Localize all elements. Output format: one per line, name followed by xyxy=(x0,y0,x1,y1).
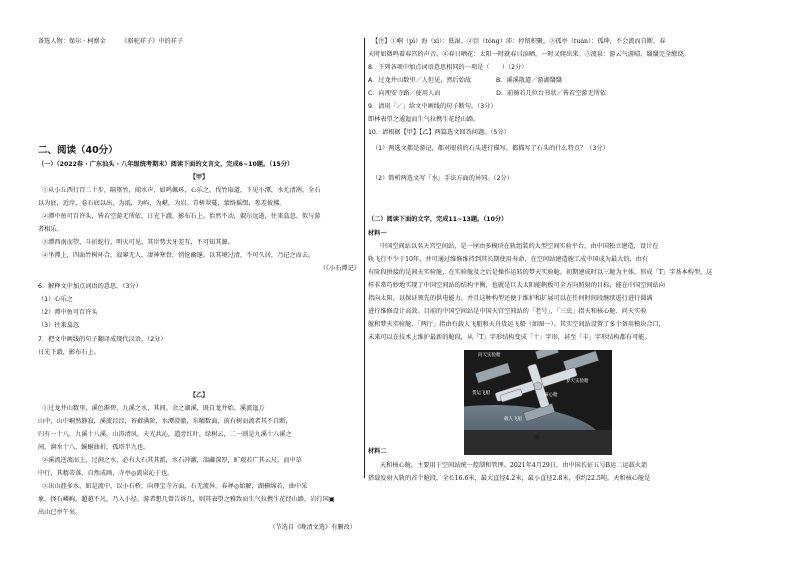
m1-line: 进行维修设计高效。目前的中国空间站是中国天宫空间站的「老号」，「三虫」指天和核心舱、问天实验 xyxy=(368,308,647,315)
m1-line: 有阶段拼接的是间天实验舱，在实验舱及之后是操作运转的梦天实验舱。初期建成时以三舱为主体，形成「T」字基本构型，这 xyxy=(368,269,713,276)
jia-line: ①从小丘西行百二十步，隔篁竹，闻水声，如鸣佩环，心乐之。伐竹取道，下见小潭，水尤清冽。全石 xyxy=(42,187,321,194)
label-tianhe: 核心舱 xyxy=(544,393,558,398)
m2-line: 天和核心舱，主要用于空间站统一控制和管理。2021年4月29日，由中国长征五号B运二运载火箭 xyxy=(380,462,648,469)
question-10: 10．请根据【甲】【乙】两篇选文回答问题。（5分） xyxy=(368,129,510,136)
material-2-label: 材料二 xyxy=(368,448,387,455)
yi-line: ①过龙井山数里，溪色渐碧，九溪之水，其间。余之湖溪，既自龙井始。溪流迤万 xyxy=(42,405,265,412)
passage-yi-label: 【乙】 xyxy=(189,392,209,399)
notes-line: 天时如微鸣着春宫的声音。④春日晒花：太阳一时就春日添晒，一时又爬出来。⑤流泉：游云气游晴、翳翳完全缭绕。 xyxy=(368,51,690,58)
yi-line: ③出山涯多水，如是流中，以小石桥，向理宝寺方面，石无流异。春禅◎始解，湖横绵若，曲中采 xyxy=(42,483,308,490)
column-divider xyxy=(364,38,365,478)
q8-options-ab: A．过龙井山数里／人但见，然后始故 B．溪溪散道／游湖翳翳 xyxy=(368,77,563,84)
m2-line: 搭载发射入轨的首个舱段。全长16.6米，最大直径4.2米，最小直径2.8米，重约22.5吨。天和核心舱是 xyxy=(368,475,651,482)
jia-source: （《小石潭记》 xyxy=(319,265,360,272)
jia-line: ②潭中鱼可百许头，皆若空游无所依，日光下澈，影布石上。佁然不动，俶尔远逝，往来翕忽。似与游 xyxy=(42,213,321,220)
subquestion-header: （一）（2022春 · 广东汕头 · 八年级统考期末）阅读下面的文言文，完成6~10题。（15分） xyxy=(38,161,294,168)
yi-line: 归有一十八，九溪十八溪，山涛清风，天光共沁，道旁红叶，绿树云，二一则是九溪十八溪之 xyxy=(38,431,292,438)
yi-line: 象。怪石嶙峋，超越不凡，乃入小径，游者想几曾告诉几，则其表望之雅致而生气拉携生花经山路，岩行国▣ xyxy=(38,496,335,503)
question-7: 7．把文中画线的句子翻译成现代汉语。（2分） xyxy=(38,336,167,343)
right-column xyxy=(368,0,720,562)
question-10-1: （1）两选文都是游记，都对眼前的石头进行描写，都描写了石头的什么特点？（3分） xyxy=(372,145,609,152)
question-8: 8．下列各项中加点词语意思相同的一项是（ ）（2分） xyxy=(368,64,528,71)
yi-line: 间，涧水十八，蜿蜒曲折，孤塔半九也。 xyxy=(38,444,150,451)
question-10-2: （2）简析两选文写「水」手法方面的异同。（2分） xyxy=(372,175,513,182)
label-mengtian: 梦天实验舱 xyxy=(566,379,589,384)
m1-line: 指向太阳，以保证领先的供电能力，并且这种构型还便于维护和扩展可以在任何时间段继续进行进行圆满 xyxy=(368,295,653,302)
q6-item-1: （1）心乐之 xyxy=(38,296,73,303)
jia-line: 者相乐。 xyxy=(38,226,63,233)
notes-line: 【注】①峒（pì）海（xì）：低湿。②淙（tóng）沛：停留积聚。③孤亭（tuán）：孤坤，不会流而自断，春 xyxy=(372,38,666,45)
m1-line: 样非常巧妙地实现了中国空间站的结构平衡，也就是巨大太阳能帆板可全方向照射的目标，能在中国空间站向 xyxy=(368,282,665,289)
question-6: 6．解释文中加点词语的意思。（3分） xyxy=(38,283,142,290)
q6-item-2: （2）潭中鱼可百许头 xyxy=(38,309,98,316)
label-shenzhou: 载人飞船 xyxy=(504,417,522,422)
q8-options-cd: C．向理安寺路／使用人而 D．前骑若几位台书状／皆若空游无所依 xyxy=(368,90,607,97)
question-9-sentence: 即林表望之逶迤而生气拉携生花经山路。 xyxy=(368,116,480,123)
left-column xyxy=(38,0,360,562)
m1-line: 中国空间站以名天宫空间站，是一座由多模块在轨组装的大型空间实验平台，由中国独立建造，设计在 xyxy=(380,243,659,250)
label-wentian: 问天实验舱 xyxy=(478,353,501,358)
m1-line: 舱和梦天实验舱，「两厅」指由有载人飞船和天舟货运飞船（如图一）。其实空间站设置了多个备用模块合口， xyxy=(368,321,665,328)
material-1-label: 材料一 xyxy=(368,230,387,237)
yi-line: 出山已亭午矣。 xyxy=(38,509,82,516)
question-9: 9．请用「／」给文中画线的句子断句。（3分） xyxy=(368,103,497,110)
candidate-characters-line: 备选人物：保尔 · 柯察金 《骆驼祥子》中的祥子 xyxy=(38,38,184,45)
part2-header: （二）阅读下面的文字，完成11~13题。（10分） xyxy=(368,216,508,223)
jia-line: 以为底，近岸，卷石底以出，为坻，为屿，为嵁，为岩。青树翠蔓，蒙络摇缀，参差披拂。 xyxy=(38,200,286,207)
q6-item-3: （3）往来翕忽 xyxy=(38,322,80,329)
m1-line: 轨飞行不少于10年，并可通过维修维持到其长期使用寿命，在空间站建造施工成中国成为最大的，由有 xyxy=(368,256,649,263)
jia-line: ③潭西南而望，斗折蛇行，明灭可见。其岸势犬牙差互，不可知其源。 xyxy=(42,239,234,246)
yi-line: ②溪流逆流而上，过涧之水，必有大石其其派，水石冲激，湍藏深厚，旷观若广其云尺，而中草 xyxy=(42,457,302,464)
passage-jia-label: 【甲】 xyxy=(189,174,209,181)
yi-line: 山中，山中峒然静寂，溪流淙淙，苔藓满阶，水潭澄澈，东曜数面，前有树而流者其不自断， xyxy=(38,418,292,425)
m1-line: 未来可以在技术上维护最新的舱段，从「T」字形结构变成「十」字形，甚至「丰」字形结构都有可能。 xyxy=(368,334,651,341)
jia-line: ④坐潭上，四面竹树环合，寂寥无人，凄神寒骨，悄怆幽邃。以其境过清，不可久居，乃记之而去。 xyxy=(42,252,315,259)
question-7-sentence: 日光下澈，影布石上。 xyxy=(38,349,100,356)
label-tianzhou: 货运飞船 xyxy=(472,391,490,396)
yi-source: （节选自《晚清文选》有删改） xyxy=(269,524,356,531)
figure-caption: 图一 xyxy=(534,435,545,441)
yi-line: 中行，其精蒂落，自然成画，寺亭◎流泉沁于也。 xyxy=(38,470,174,477)
section-title: 二、阅读（40分） xyxy=(38,145,118,156)
